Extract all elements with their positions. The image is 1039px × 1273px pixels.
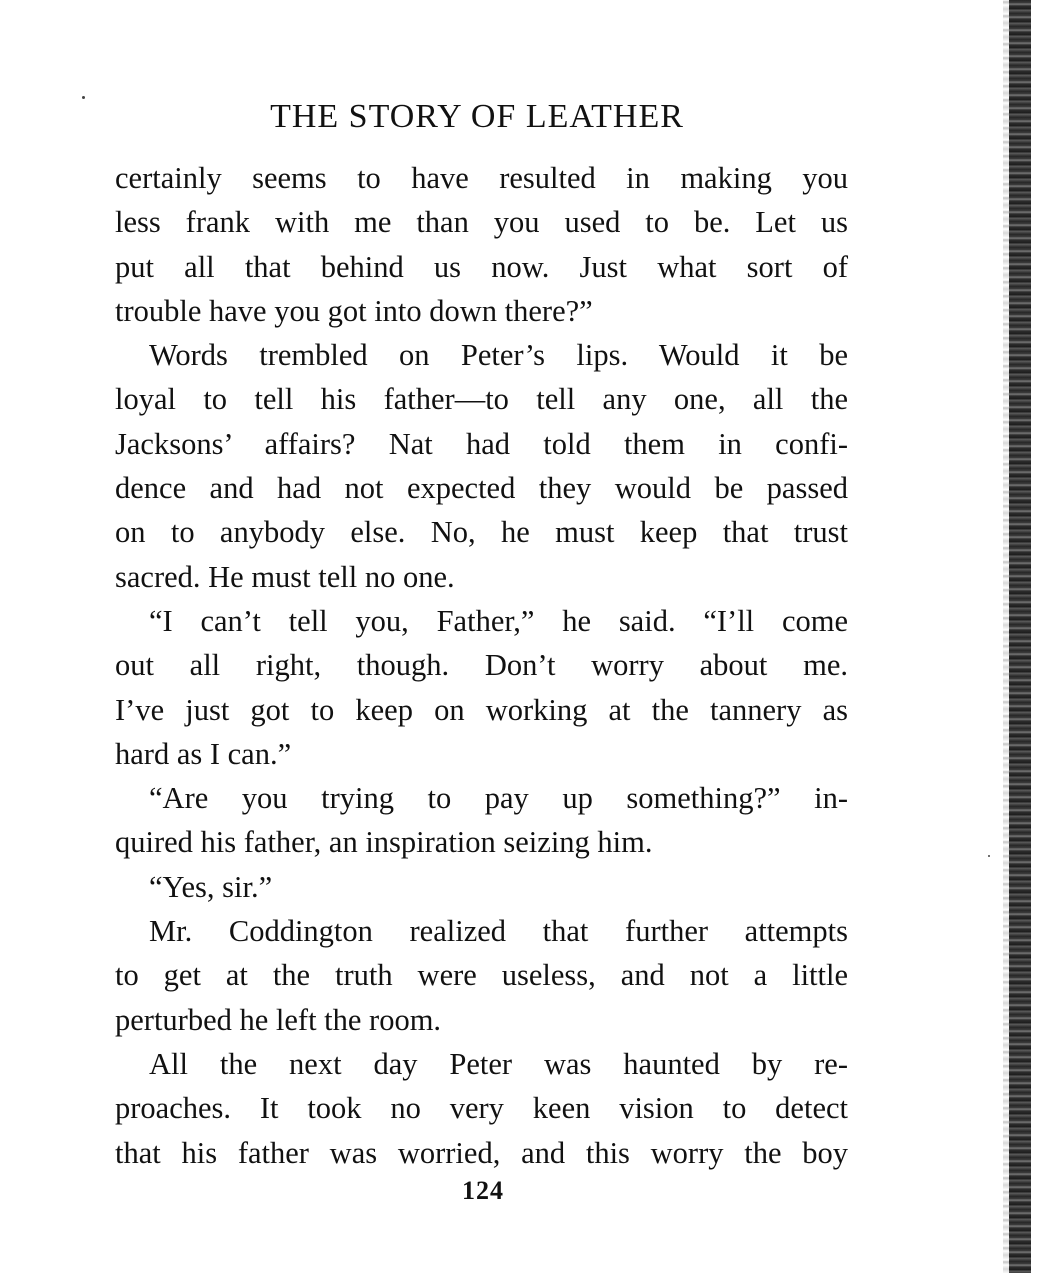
text-line: “I can’t tell you, Father,” he said. “I’ll come (149, 603, 848, 638)
text-line: out all right, though. Don’t worry about me. (115, 648, 848, 683)
text-line: loyal to tell his father—to tell any one, all the (115, 382, 848, 417)
text-line: perturbed he left the room. (115, 1002, 442, 1037)
running-head: THE STORY OF LEATHER (270, 98, 684, 135)
text-line: hard as I can.” (115, 736, 292, 771)
text-line: Words trembled on Peter’s lips. Would it be (149, 338, 848, 373)
text-line: “Are you trying to pay up something?” in- (149, 781, 848, 816)
text-line: certainly seems to have resulted in making you (115, 161, 848, 195)
text-line: less frank with me than you used to be. Let us (115, 205, 848, 240)
text-line: sacred. He must tell no one. (115, 559, 455, 594)
page-number: 124 (462, 1176, 504, 1205)
text-line: on to anybody else. No, he must keep that trust (115, 515, 848, 550)
text-line: to get at the truth were useless, and not a little (115, 958, 848, 993)
text-line: All the next day Peter was haunted by re- (149, 1046, 848, 1081)
text-line: proaches. It took no very keen vision to detect (115, 1091, 848, 1126)
text-line: trouble have you got into down there?” (115, 293, 593, 328)
print-speck (988, 855, 990, 857)
text-line: put all that behind us now. Just what sort of (115, 249, 848, 284)
text-line: that his father was worried, and this worry the boy (115, 1135, 848, 1170)
body-text (115, 156, 848, 1175)
text-line: Jacksons’ affairs? Nat had told them in confi- (115, 426, 848, 461)
page-edge-shadow (1009, 0, 1031, 1273)
text-line: Mr. Coddington realized that further attempts (149, 914, 848, 949)
text-line: quired his father, an inspiration seizing him. (115, 825, 653, 860)
text-line: “Yes, sir.” (149, 869, 273, 904)
text-line: dence and had not expected they would be passed (115, 471, 848, 506)
text-line: I’ve just got to keep on working at the tannery as (115, 692, 848, 727)
